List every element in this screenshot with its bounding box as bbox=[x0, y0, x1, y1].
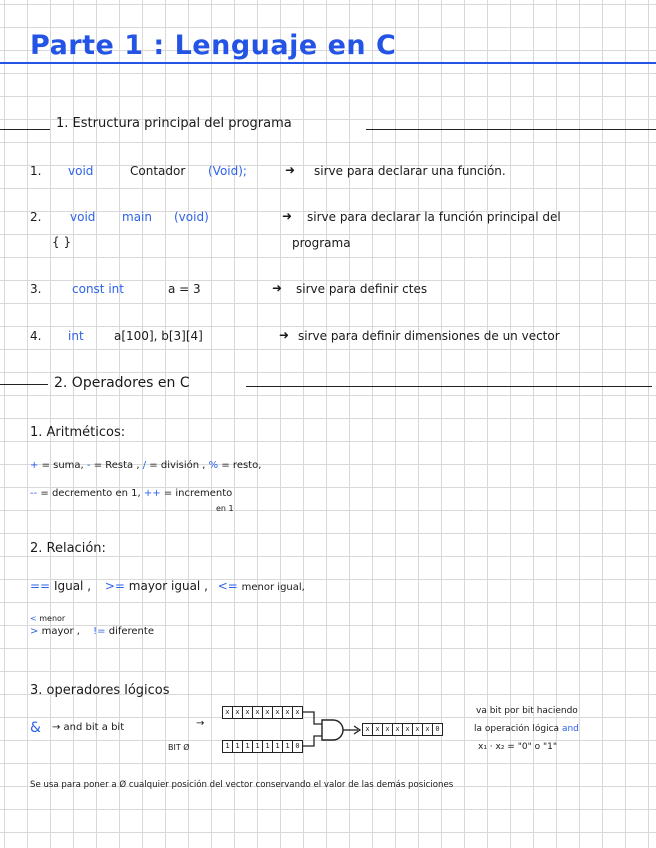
operator-meaning: = decremento en 1, bbox=[40, 488, 141, 499]
relation-title: 2. Relación: bbox=[30, 541, 106, 556]
logic-note-line-2: la operación lógica and bbox=[474, 724, 579, 734]
code-params: (void) bbox=[174, 210, 209, 224]
logic-usage-note: Se usa para poner a Ø cualquier posición del vector conservando el valor de las demás posiciones bbox=[30, 780, 454, 790]
item-description-cont: programa bbox=[292, 236, 351, 250]
operator-meaning: = resto, bbox=[221, 460, 262, 471]
operator-symbol: ++ bbox=[143, 488, 161, 499]
arrow-icon: ➜ bbox=[272, 281, 283, 295]
operator-meaning: menor bbox=[39, 614, 66, 623]
operator-symbol: -- bbox=[30, 488, 38, 499]
item-description: sirve para definir ctes bbox=[296, 282, 428, 296]
operator-symbol: < bbox=[30, 614, 37, 623]
arrow-icon: ➜ bbox=[279, 328, 290, 342]
bit-label: BIT Ø bbox=[168, 743, 190, 752]
operator-symbol: > bbox=[30, 626, 39, 637]
relation-menor bbox=[30, 614, 65, 623]
arrow-icon: ➜ bbox=[282, 209, 293, 223]
operator-symbol: & bbox=[30, 720, 41, 736]
operator-meaning: = incremento bbox=[163, 488, 233, 499]
section-rule-left bbox=[0, 129, 50, 130]
operator-symbol: % bbox=[208, 460, 219, 471]
code-identifier: main bbox=[122, 210, 152, 224]
bit-array-input-bottom: 1 1 1 1 1 1 1 0 bbox=[222, 740, 303, 753]
code-identifier: Contador bbox=[130, 164, 186, 178]
section-rule-left bbox=[0, 384, 48, 385]
operator-meaning: = Resta , bbox=[93, 460, 140, 471]
section-rule-right bbox=[366, 129, 656, 130]
section1-heading: 1. Estructura principal del programa bbox=[56, 116, 292, 131]
operator-meaning: = división , bbox=[149, 460, 206, 471]
operator-symbol: <= bbox=[217, 579, 238, 593]
arithmetic-line-1 bbox=[30, 460, 261, 471]
title-underline bbox=[0, 62, 656, 64]
code-braces: { } bbox=[52, 235, 72, 249]
item-description: sirve para definir dimensiones de un vector bbox=[298, 329, 560, 343]
and-gate-icon bbox=[300, 700, 370, 760]
operator-symbol: != bbox=[93, 626, 106, 637]
code-keyword: void bbox=[68, 164, 94, 178]
relation-mayor bbox=[30, 626, 154, 637]
section-rule-right bbox=[246, 386, 652, 387]
operator-meaning: = suma, bbox=[41, 460, 84, 471]
item-number: 2. bbox=[30, 210, 42, 224]
arithmetic-line-2 bbox=[30, 488, 232, 499]
page-title: Parte 1 : Lenguaje en C bbox=[30, 30, 397, 61]
relation-line-1 bbox=[30, 579, 305, 593]
logic-title: 3. operadores lógicos bbox=[30, 683, 170, 698]
operator-symbol: - bbox=[86, 460, 91, 471]
logic-note-line-1: va bit por bit haciendo bbox=[476, 706, 578, 716]
arrow-icon: ➜ bbox=[285, 163, 296, 177]
operator-symbol: / bbox=[142, 460, 147, 471]
arithmetic-title: 1. Aritméticos: bbox=[30, 425, 126, 440]
code-expression: a = 3 bbox=[168, 282, 201, 296]
operator-meaning: Igual , bbox=[53, 579, 92, 593]
code-keyword: const int bbox=[72, 282, 124, 296]
bit-array-output: x x x x x x x 0 bbox=[362, 723, 443, 736]
section2-heading: 2. Operadores en C bbox=[54, 375, 190, 391]
operator-symbol: >= bbox=[104, 579, 125, 593]
item-number: 1. bbox=[30, 164, 42, 178]
arithmetic-sub-note: en 1 bbox=[216, 504, 234, 513]
operator-meaning: menor igual, bbox=[241, 582, 305, 593]
operator-symbol: + bbox=[30, 460, 39, 471]
code-expression: a[100], b[3][4] bbox=[114, 329, 203, 343]
arrow-icon: → bbox=[196, 718, 205, 729]
item-description: sirve para declarar la función principal del bbox=[307, 210, 561, 224]
code-params: (Void); bbox=[208, 164, 247, 178]
operator-meaning: mayor igual , bbox=[128, 579, 208, 593]
bit-array-input-top: x x x x x x x x bbox=[222, 706, 303, 719]
code-keyword: void bbox=[70, 210, 96, 224]
item-description: sirve para declarar una función. bbox=[314, 164, 506, 178]
item-number: 4. bbox=[30, 329, 42, 343]
operator-meaning: diferente bbox=[108, 626, 154, 637]
operator-symbol: == bbox=[30, 579, 51, 593]
item-number: 3. bbox=[30, 282, 42, 296]
code-keyword: int bbox=[68, 329, 84, 343]
logic-note-line-3: x₁ · x₂ = "0" o "1" bbox=[478, 742, 557, 752]
logic-and-description: → and bit a bit bbox=[52, 722, 125, 733]
operator-meaning: mayor , bbox=[41, 626, 80, 637]
